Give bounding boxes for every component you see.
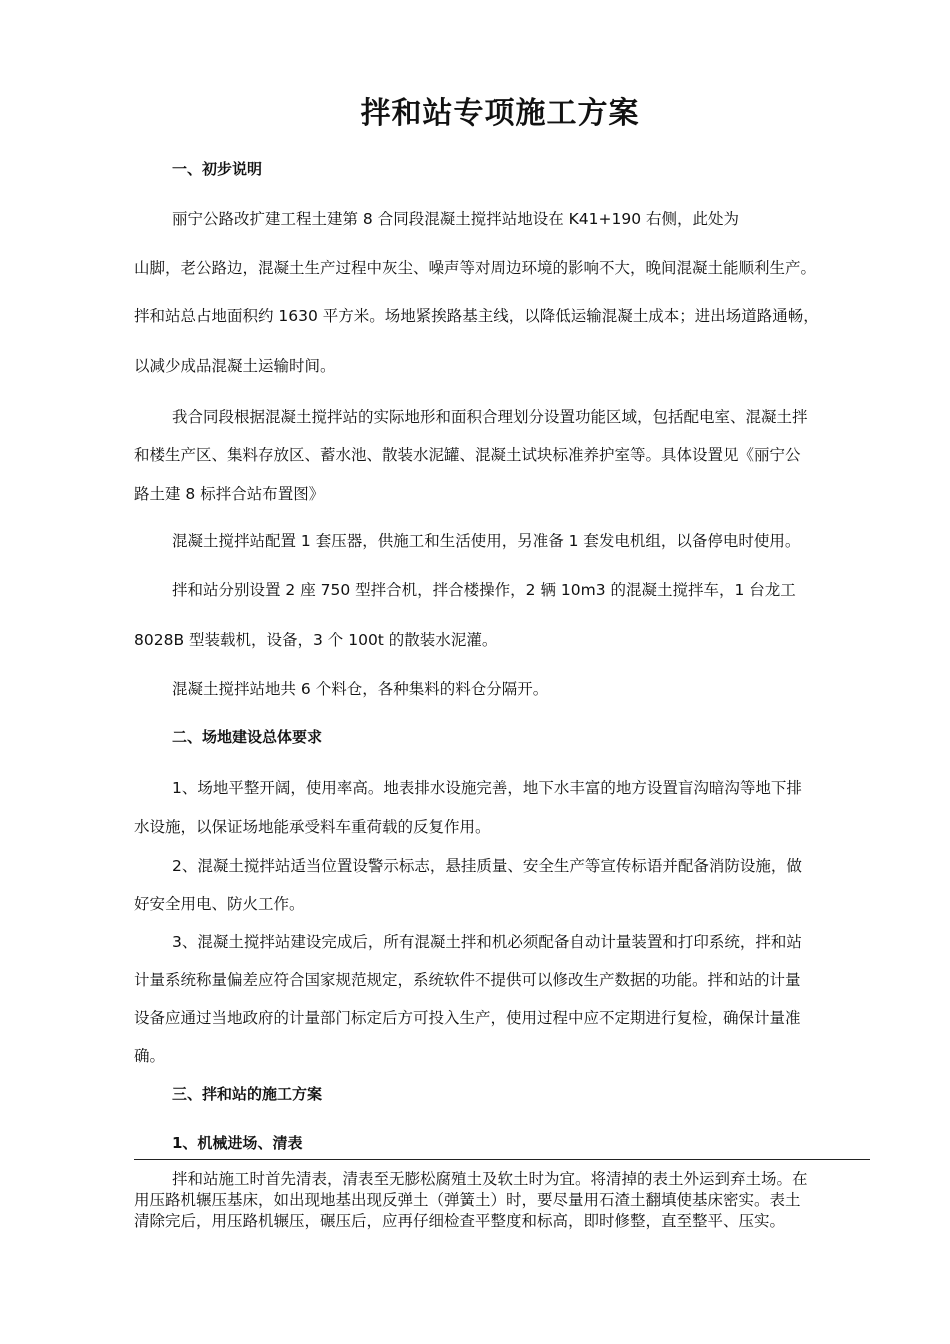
paragraph-line: 用压路机辗压基床，如出现地基出现反弹土（弹簧土）时，要尽量用石渣土翻填使基床密实。表土 (134, 1191, 801, 1209)
paragraph-line: 1、场地平整开阔，使用率高。地表排水设施完善，地下水丰富的地方设置盲沟暗沟等地下排 (172, 779, 802, 797)
paragraph-line: 设备应通过当地政府的计量部门标定后方可投入生产，使用过程中应不定期进行复检，确保计量准 (134, 1009, 801, 1027)
paragraph-line: 确。 (134, 1047, 166, 1065)
paragraph-line: 水设施，以保证场地能承受料车重荷载的反复作用。 (134, 818, 491, 836)
paragraph-line: 丽宁公路改扩建工程土建第 8 合同段混凝土搅拌站地设在 K41+190 右侧，此处为 (172, 210, 740, 228)
paragraph-line: 3、混凝土搅拌站建设完成后，所有混凝土拌和机必须配备自动计量装置和打印系统，拌和站 (172, 933, 802, 951)
paragraph-line: 混凝土搅拌站配置 1 套压器，供施工和生活使用，另准备 1 套发电机组，以备停电时使用。 (172, 532, 801, 550)
section-heading-1: 一、初步说明 (172, 160, 263, 178)
paragraph-line: 8028B 型装载机，设备，3 个 100t 的散装水泥灌。 (134, 631, 498, 649)
paragraph-line: 计量系统称量偏差应符合国家规范规定，系统软件不提供可以修改生产数据的功能。拌和站的计量 (134, 971, 801, 989)
paragraph-line: 以减少成品混凝土运输时间。 (134, 357, 336, 375)
paragraph-line: 山脚，老公路边，混凝土生产过程中灰尘、噪声等对周边环境的影响不大，晚间混凝土能顺利生产。 (134, 259, 817, 277)
paragraph-line: 路土建 8 标拌合站布置图》 (134, 485, 325, 503)
paragraph-line: 和楼生产区、集料存放区、蓄水池、散装水泥罐、混凝土试块标准养护室等。具体设置见《丽宁公 (134, 446, 801, 464)
paragraph-line: 拌和站分别设置 2 座 750 型拌合机，拌合楼操作，2 辆 10m3 的混凝土搅拌车，1 台龙工 (172, 581, 796, 599)
paragraph-line: 拌和站施工时首先清表，清表至无膨松腐殖土及软土时为宜。将清掉的表土外运到弃土场。在 (172, 1170, 808, 1188)
paragraph-line: 我合同段根据混凝土搅拌站的实际地形和面积合理划分设置功能区域，包括配电室、混凝土拌 (172, 408, 808, 426)
subsection-heading: 1、机械进场、清表 (172, 1134, 303, 1152)
document-title: 拌和站专项施工方案 (360, 96, 640, 131)
paragraph-line: 拌和站总占地面积约 1630 平方米。场地紧挨路基主线，以降低运输混凝土成本；进出场道路通畅， (134, 307, 819, 325)
paragraph-line: 清除完后，用压路机辗压，碾压后，应再仔细检查平整度和标高，即时修整，直至整平、压实。 (134, 1212, 786, 1230)
paragraph-line: 2、混凝土搅拌站适当位置设警示标志，悬挂质量、安全生产等宣传标语并配备消防设施，做 (172, 857, 802, 875)
paragraph-line: 混凝土搅拌站地共 6 个料仓，各种集料的料仓分隔开。 (172, 680, 549, 698)
horizontal-rule (134, 1159, 870, 1160)
section-heading-3: 三、拌和站的施工方案 (172, 1085, 323, 1103)
paragraph-line: 好安全用电、防火工作。 (134, 895, 305, 913)
section-heading-2: 二、场地建设总体要求 (172, 728, 323, 746)
